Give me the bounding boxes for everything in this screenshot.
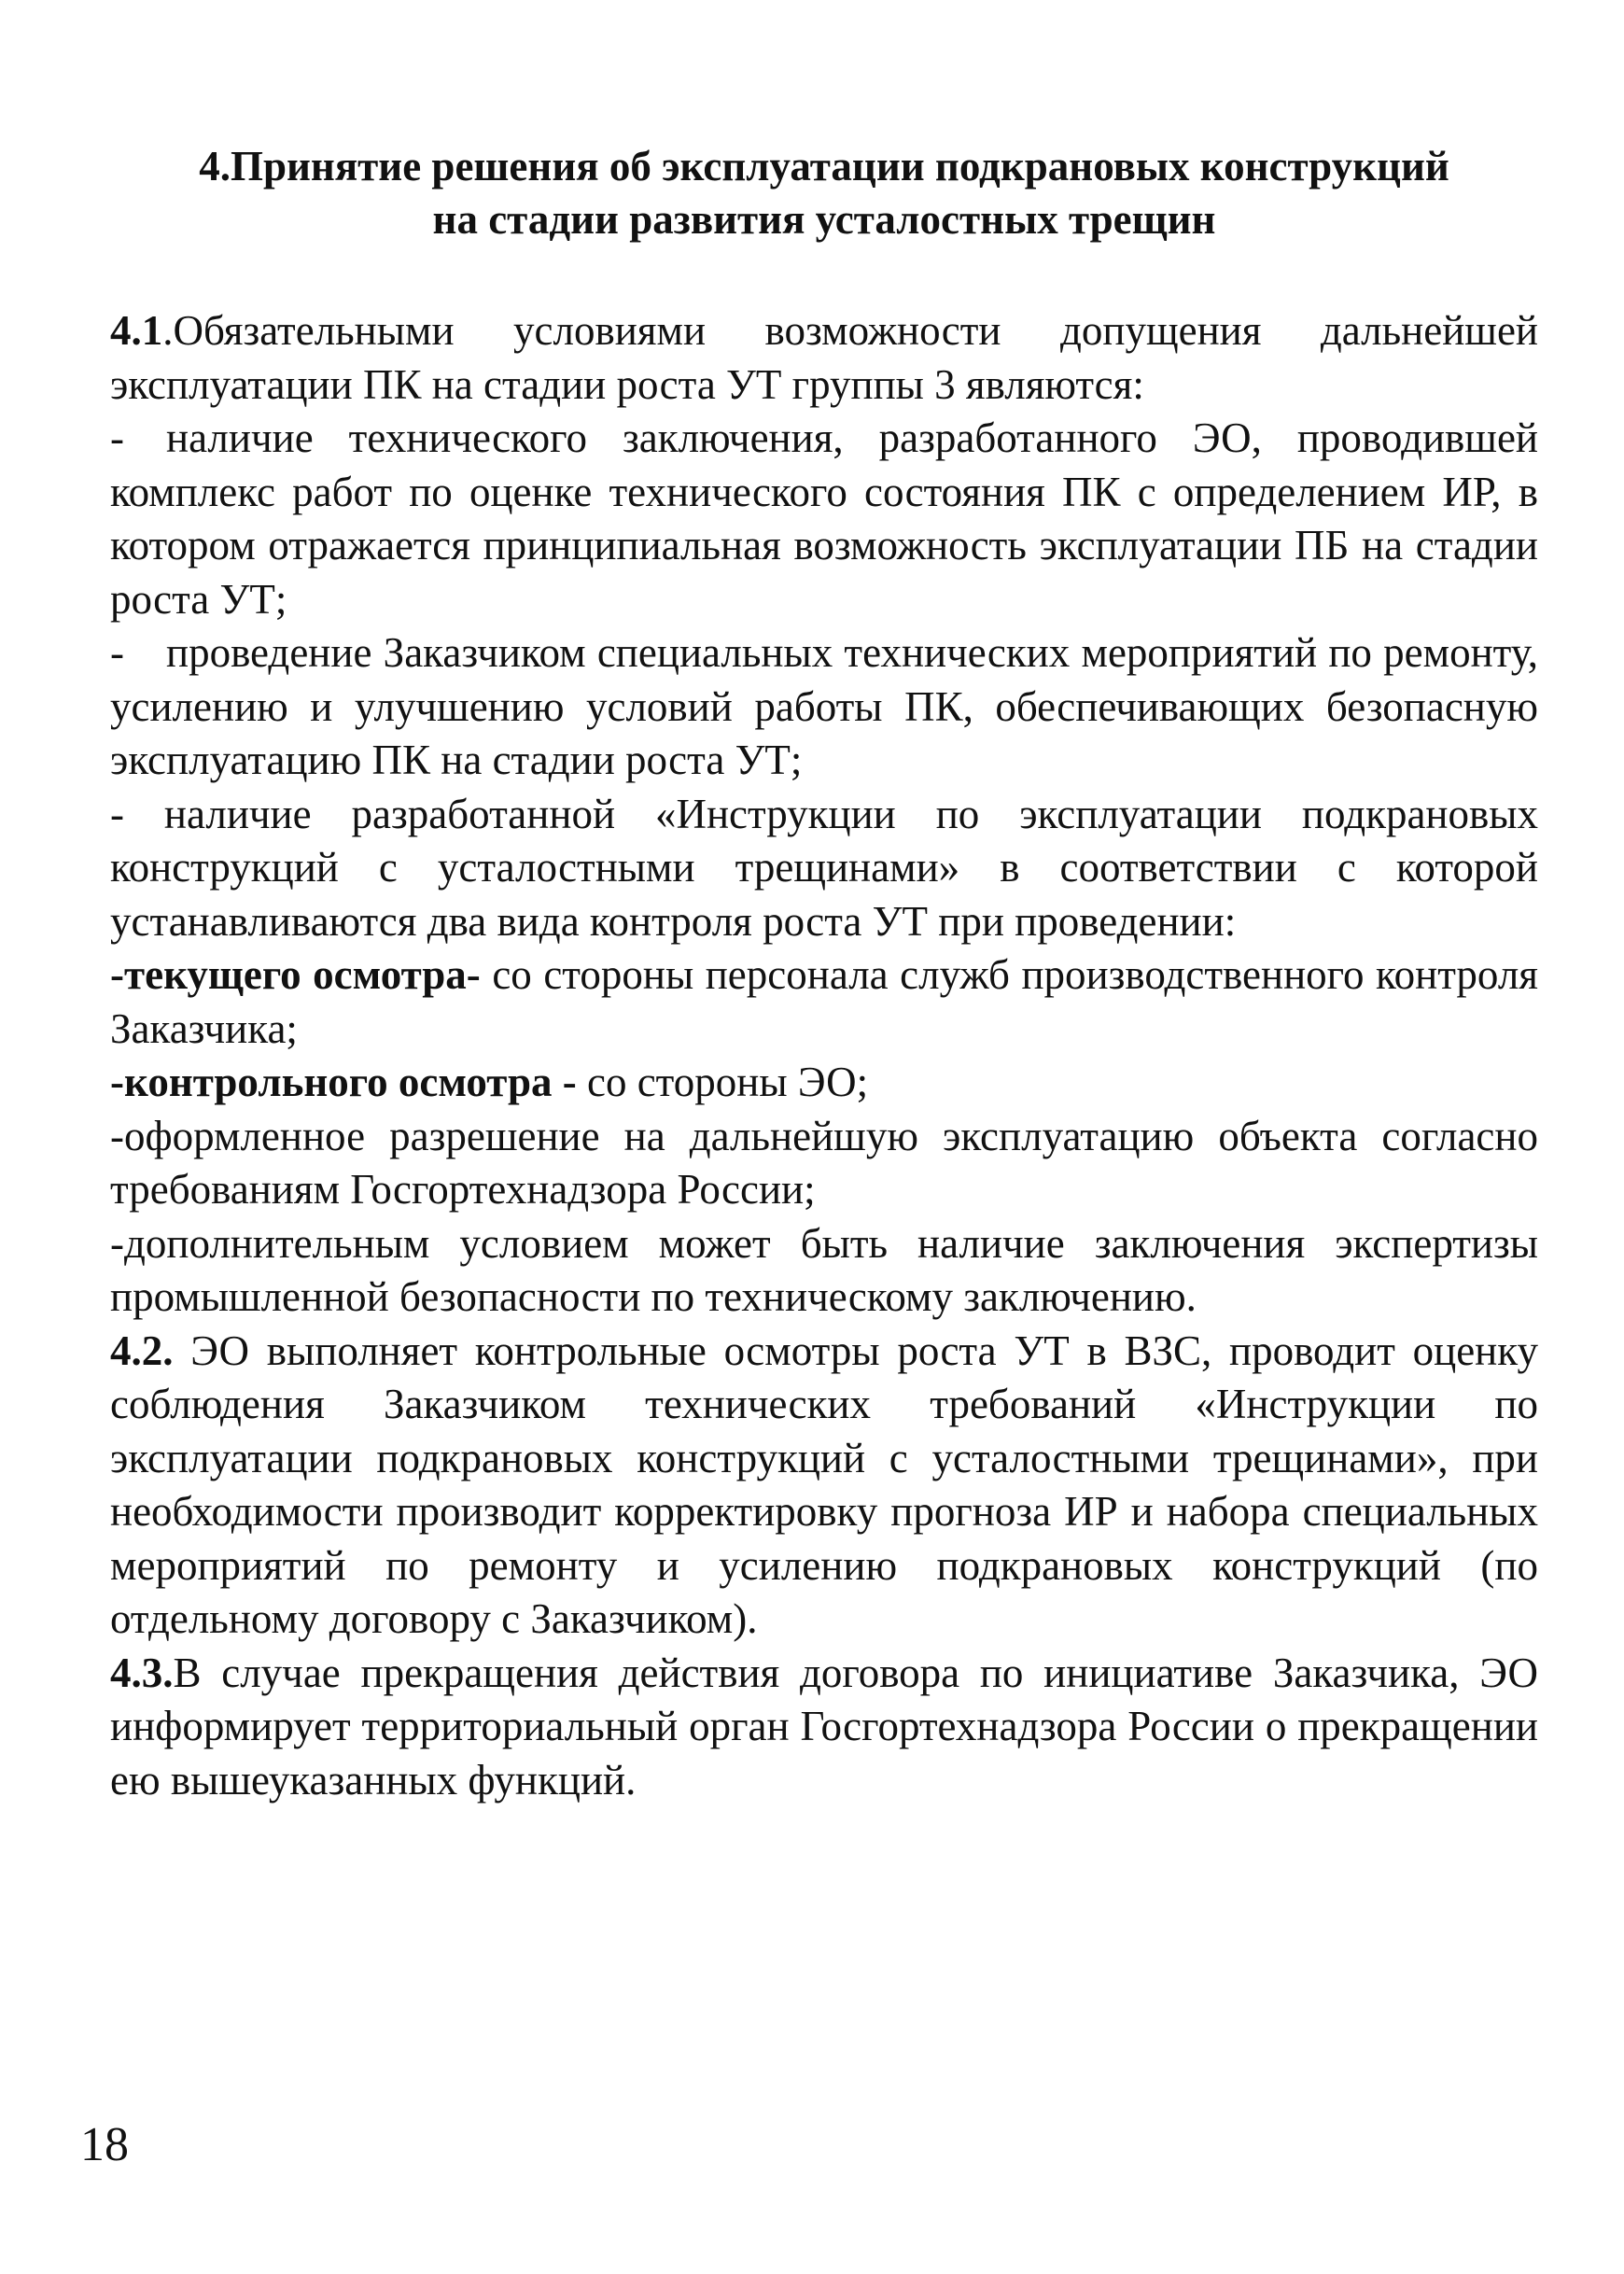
list-item-control-inspection [110,1056,1538,1110]
paragraph-number: 4.1 [110,307,163,354]
list-item-expertise: -дополнительным условием может быть наличие заключения экспертизы промышленной безопасности по техническому заключению. [110,1219,1538,1320]
list-item-instruction: - наличие разработанной «Инструкции по эксплуатации подкрановых конструкций с усталостными трещинами» в соответствии с которой устанавливаются два вида контроля роста УТ при проведении: [110,790,1538,945]
list-item-permit: -оформленное разрешение на дальнейшую эксплуатацию объекта согласно требованиям Госгортехнадзора России; [110,1112,1538,1213]
section-heading-line-2: на стадии развития усталостных трещин [432,196,1216,243]
list-item-repair-measures: - проведение Заказчиком специальных технических мероприятий по ремонту, усилению и улучшению условий работы ПК, обеспечивающих безопасную эксплуатацию ПК на стадии роста УТ; [110,629,1538,783]
paragraph-text: В случае прекращения действия договора по инициативе Заказчика, ЭО информирует территориальный орган Госгортехнадзора России о прекращении ею вышеуказанных функций. [110,1649,1538,1804]
term-control-inspection: -контрольного осмотра - [110,1059,577,1105]
document-page [110,140,1538,1807]
section-heading [110,140,1538,246]
term-current-inspection: -текущего осмотра- [110,951,481,998]
paragraph-number: 4.3. [110,1649,174,1696]
paragraph-number: 4.2. [110,1326,174,1374]
paragraph-4-3 [110,1647,1538,1808]
list-item-text: со стороны персонала служб производственного контроля Заказчика; [110,951,1538,1052]
page-number: 18 [80,2118,129,2171]
list-item-technical-conclusion: - наличие технического заключения, разработанного ЭО, проводившей комплекс работ по оценке технического состояния ПК с определением ИР, в котором отражается принципиальная возможность эксплуатации ПБ на стадии роста УТ; [110,414,1538,623]
list-item-text: со стороны ЭО; [576,1059,869,1105]
section-heading-line-1: 4.Принятие решения об эксплуатации подкрановых конструкций [199,143,1449,190]
paragraph-text: .Обязательными условиями возможности допущения дальнейшей эксплуатации ПК на стадии роста УТ группы 3 являются: [110,307,1538,408]
paragraph-text: ЭО выполняет контрольные осмотры роста УТ в ВЗС, проводит оценку соблюдения Заказчиком технических требований «Инструкции по эксплуатации подкрановых конструкций с усталостными трещинами», при необходимости производит корректировку прогноза ИР и набора специальных мероприятий по ремонту и усилению подкрановых конструкций (по отдельному договору с Заказчиком). [110,1326,1538,1642]
paragraph-4-1 [110,304,1538,412]
section-body [110,304,1538,1807]
list-item-current-inspection [110,948,1538,1056]
paragraph-4-2 [110,1325,1538,1647]
